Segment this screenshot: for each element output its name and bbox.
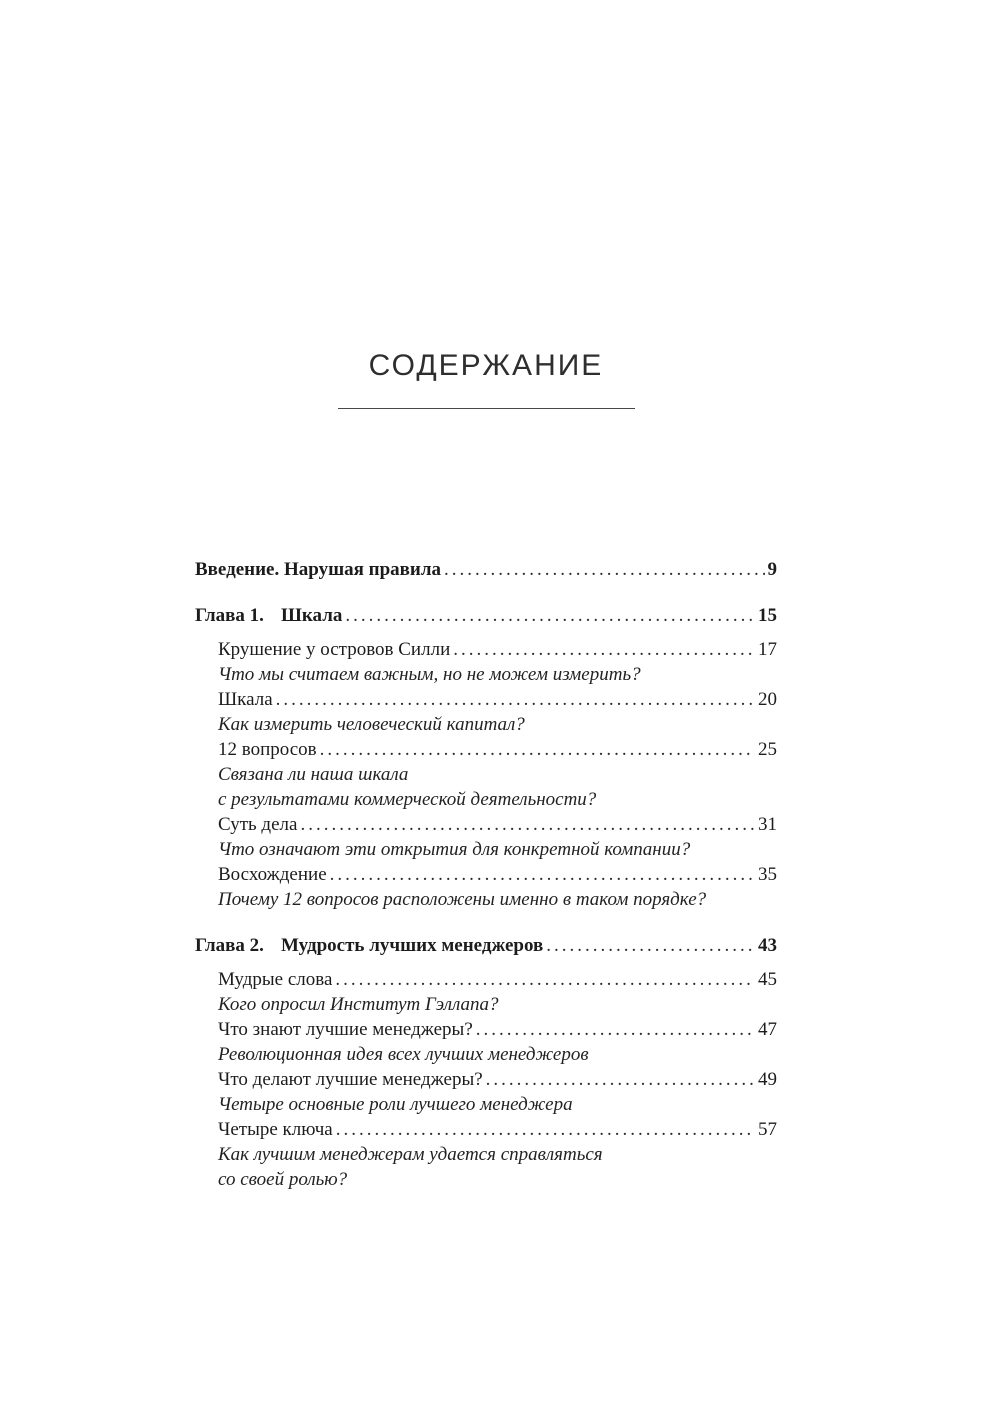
toc-entry-title: Крушение у островов Силли <box>218 639 451 660</box>
toc-entry-title: Что делают лучшие менеджеры? <box>218 1069 483 1090</box>
toc-entry-subtitle: Что мы считаем важным, но не можем измерить? <box>218 664 641 685</box>
toc-entry <box>218 712 777 737</box>
toc-entry <box>195 582 777 637</box>
toc-entry-subtitle: Как измерить человеческий капитал? <box>218 714 525 735</box>
toc-entry-page: 17 <box>758 639 777 660</box>
toc-entry <box>218 862 777 887</box>
toc-entry <box>218 787 777 812</box>
toc-entry-subtitle: со своей ролью? <box>218 1169 348 1190</box>
dot-leader <box>345 603 755 628</box>
dot-leader <box>330 862 755 887</box>
toc-entry <box>218 637 777 662</box>
book-page <box>195 0 777 1192</box>
toc-entry <box>218 837 777 862</box>
toc-entry-page: 20 <box>758 689 777 710</box>
toc-entry-prefix: Глава 1. <box>195 605 264 626</box>
toc-entry-title: Суть дела <box>218 814 298 835</box>
toc-entry-page: 35 <box>758 864 777 885</box>
dot-leader <box>453 637 755 662</box>
toc-entry-page: 49 <box>758 1069 777 1090</box>
toc-entry <box>218 1042 777 1067</box>
toc-entry <box>218 737 777 762</box>
toc-entry <box>218 1092 777 1117</box>
toc-entry-subtitle: Связана ли наша шкала <box>218 764 409 785</box>
toc-entry <box>195 912 777 967</box>
toc-entry-title: Шкала <box>281 605 343 626</box>
title-divider <box>338 408 635 409</box>
toc-entry-title: Мудрость лучших менеджеров <box>281 935 544 956</box>
toc-entry <box>218 887 777 912</box>
toc-entry <box>218 1067 777 1092</box>
toc-entry <box>218 662 777 687</box>
dot-leader <box>444 557 764 582</box>
toc-entry <box>218 762 777 787</box>
dot-leader <box>486 1067 755 1092</box>
dot-leader <box>335 967 755 992</box>
toc-entry <box>218 1117 777 1142</box>
toc-entry <box>218 812 777 837</box>
toc-entry-subtitle: Революционная идея всех лучших менеджеров <box>218 1044 589 1065</box>
toc-entry <box>218 1017 777 1042</box>
dot-leader <box>546 933 755 958</box>
toc-entry-subtitle: Что означают эти открытия для конкретной компании? <box>218 839 691 860</box>
toc-entry-title: 12 вопросов <box>218 739 317 760</box>
toc-entry <box>218 1167 777 1192</box>
toc-entry <box>218 992 777 1017</box>
toc-entry-page: 47 <box>758 1019 777 1040</box>
toc-entry-page: 57 <box>758 1119 777 1140</box>
toc-entry-subtitle: Как лучшим менеджерам удается справляться <box>218 1144 603 1165</box>
toc-entry-subtitle: Кого опросил Институт Гэллапа? <box>218 994 499 1015</box>
toc-entry-page: 45 <box>758 969 777 990</box>
toc-entry-page: 31 <box>758 814 777 835</box>
toc-entry <box>218 687 777 712</box>
toc-entry-subtitle: с результатами коммерческой деятельности? <box>218 789 597 810</box>
toc-entry-page: 25 <box>758 739 777 760</box>
toc-entry <box>218 967 777 992</box>
toc-entry-title: Восхождение <box>218 864 327 885</box>
toc-list <box>195 557 777 1192</box>
toc-entry-subtitle: Почему 12 вопросов расположены именно в таком порядке? <box>218 889 707 910</box>
toc-entry-title: Что знают лучшие менеджеры? <box>218 1019 473 1040</box>
page-title: СОДЕРЖАНИЕ <box>368 349 604 382</box>
toc-entry-title: Мудрые слова <box>218 969 333 990</box>
toc-entry <box>195 557 777 582</box>
toc-entry-page: 43 <box>758 935 777 956</box>
dot-leader <box>336 1117 755 1142</box>
dot-leader <box>476 1017 755 1042</box>
toc-entry-title: Введение. Нарушая правила <box>195 559 442 580</box>
dot-leader <box>276 687 755 712</box>
toc-entry-subtitle: Четыре основные роли лучшего менеджера <box>218 1094 573 1115</box>
dot-leader <box>320 737 755 762</box>
toc-entry-page: 9 <box>767 559 777 580</box>
toc-entry <box>218 1142 777 1167</box>
toc-entry-title: Четыре ключа <box>218 1119 333 1140</box>
toc-entry-title: Шкала <box>218 689 273 710</box>
toc-entry-prefix: Глава 2. <box>195 935 264 956</box>
dot-leader <box>300 812 755 837</box>
toc-entry-page: 15 <box>758 605 777 626</box>
